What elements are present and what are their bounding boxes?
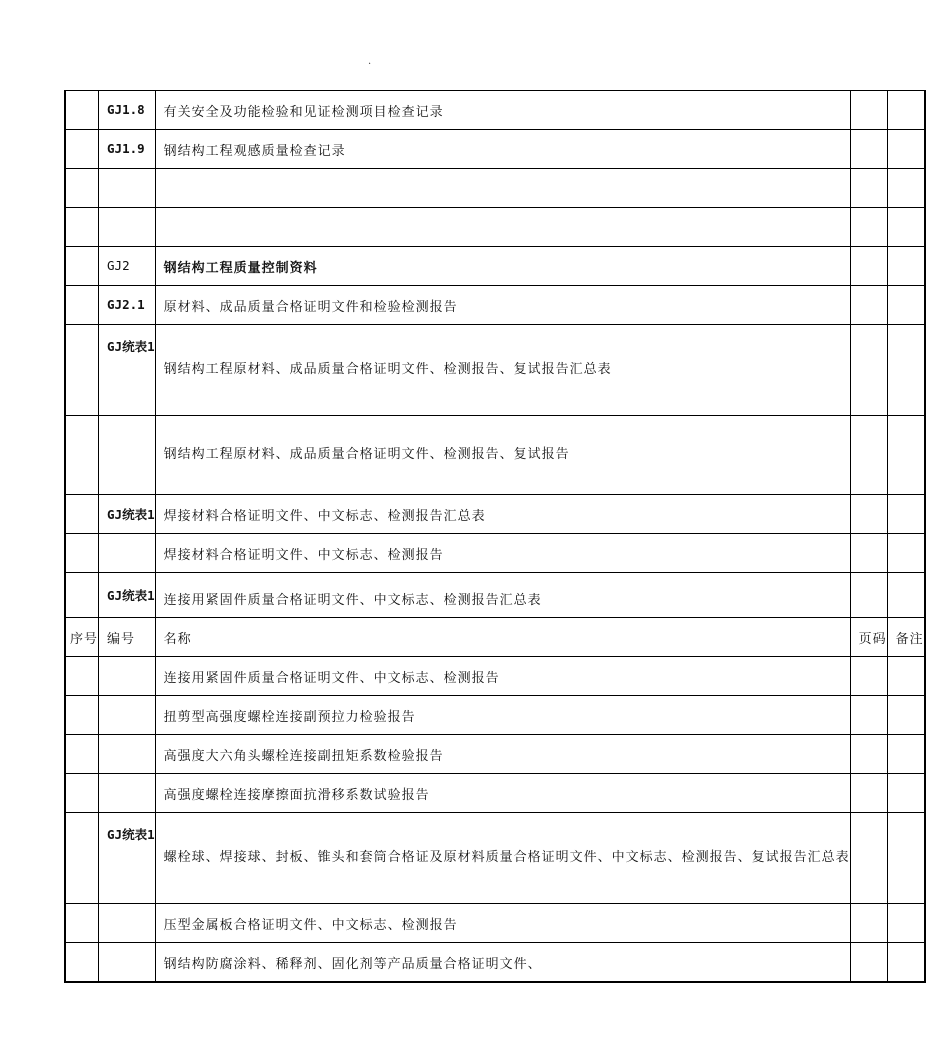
row-number-cell [65, 943, 99, 983]
name-cell: 连接用紧固件质量合格证明文件、中文标志、检测报告汇总表 [155, 573, 850, 618]
note-cell [887, 130, 925, 169]
name-cell: 原材料、成品质量合格证明文件和检验检测报告 [155, 286, 850, 325]
page-cell [850, 534, 887, 573]
document-index-table [64, 90, 926, 983]
table-row [65, 813, 925, 904]
page-cell [850, 286, 887, 325]
name-cell: 钢结构工程原材料、成品质量合格证明文件、检测报告、复试报告 [155, 416, 850, 495]
row-number-cell [65, 325, 99, 416]
row-number-cell [65, 169, 99, 208]
note-cell [887, 534, 925, 573]
note-cell [887, 325, 925, 416]
note-cell [887, 91, 925, 130]
header-page: 页码 [850, 618, 887, 657]
code-cell [99, 735, 156, 774]
note-cell [887, 416, 925, 495]
page-cell [850, 735, 887, 774]
note-cell [887, 247, 925, 286]
code-cell [99, 208, 156, 247]
name-cell: 扭剪型高强度螺栓连接副预拉力检验报告 [155, 696, 850, 735]
name-cell: 钢结构工程原材料、成品质量合格证明文件、检测报告、复试报告汇总表 [155, 325, 850, 416]
note-cell [887, 696, 925, 735]
name-cell [155, 208, 850, 247]
note-cell [887, 573, 925, 618]
note-cell [887, 495, 925, 534]
code-cell [99, 169, 156, 208]
page-cell [850, 904, 887, 943]
page-cell [850, 943, 887, 983]
code-cell [99, 657, 156, 696]
name-cell: 钢结构工程观感质量检查记录 [155, 130, 850, 169]
page-marker: . [368, 56, 372, 67]
page-cell [850, 657, 887, 696]
row-number-cell [65, 813, 99, 904]
note-cell [887, 169, 925, 208]
table-row [65, 534, 925, 573]
row-number-cell [65, 657, 99, 696]
row-number-cell [65, 416, 99, 495]
table-row [65, 735, 925, 774]
name-cell: 焊接材料合格证明文件、中文标志、检测报告 [155, 534, 850, 573]
table-row [65, 169, 925, 208]
page-cell [850, 495, 887, 534]
row-number-cell [65, 573, 99, 618]
note-cell [887, 813, 925, 904]
code-cell [99, 774, 156, 813]
table-row [65, 696, 925, 735]
header-row [65, 618, 925, 657]
code-cell: GJ2 [99, 247, 156, 286]
header-no: 序号 [65, 618, 99, 657]
page-cell [850, 130, 887, 169]
name-cell: 连接用紧固件质量合格证明文件、中文标志、检测报告 [155, 657, 850, 696]
code-cell: GJ统表1 [99, 325, 156, 416]
code-cell: GJ统表1 [99, 495, 156, 534]
name-cell: 有关安全及功能检验和见证检测项目检查记录 [155, 91, 850, 130]
table-row [65, 573, 925, 618]
row-number-cell [65, 774, 99, 813]
page-cell [850, 91, 887, 130]
page-cell [850, 208, 887, 247]
page-cell [850, 325, 887, 416]
note-cell [887, 774, 925, 813]
note-cell [887, 657, 925, 696]
table-row [65, 657, 925, 696]
code-cell [99, 904, 156, 943]
name-cell: 钢结构防腐涂料、稀释剂、固化剂等产品质量合格证明文件、 [155, 943, 850, 983]
row-number-cell [65, 696, 99, 735]
row-number-cell [65, 534, 99, 573]
page-cell [850, 169, 887, 208]
page-cell [850, 247, 887, 286]
table-row [65, 495, 925, 534]
code-cell [99, 696, 156, 735]
row-number-cell [65, 130, 99, 169]
header-note: 备注 [887, 618, 925, 657]
table-row [65, 325, 925, 416]
table-row [65, 774, 925, 813]
row-number-cell [65, 247, 99, 286]
name-cell: 螺栓球、焊接球、封板、锥头和套筒合格证及原材料质量合格证明文件、中文标志、检测报告、复试报告汇总表 [155, 813, 850, 904]
header-code: 编号 [99, 618, 156, 657]
table-row [65, 943, 925, 983]
row-number-cell [65, 735, 99, 774]
table-row [65, 91, 925, 130]
code-cell: GJ1.8 [99, 91, 156, 130]
table-row [65, 130, 925, 169]
code-cell: GJ2.1 [99, 286, 156, 325]
code-cell: GJ统表1 [99, 813, 156, 904]
page-cell [850, 813, 887, 904]
note-cell [887, 943, 925, 983]
row-number-cell [65, 904, 99, 943]
code-cell: GJ1.9 [99, 130, 156, 169]
code-cell: GJ统表1 [99, 573, 156, 618]
name-cell: 高强度螺栓连接摩擦面抗滑移系数试验报告 [155, 774, 850, 813]
note-cell [887, 208, 925, 247]
section-title-cell: 钢结构工程质量控制资料 [155, 247, 850, 286]
table-row [65, 208, 925, 247]
table-row [65, 904, 925, 943]
code-cell [99, 943, 156, 983]
note-cell [887, 286, 925, 325]
page-cell [850, 573, 887, 618]
note-cell [887, 904, 925, 943]
row-number-cell [65, 495, 99, 534]
table-row [65, 247, 925, 286]
page-cell [850, 774, 887, 813]
table-row [65, 286, 925, 325]
code-cell [99, 534, 156, 573]
table-row [65, 416, 925, 495]
name-cell: 高强度大六角头螺栓连接副扭矩系数检验报告 [155, 735, 850, 774]
name-cell [155, 169, 850, 208]
page-cell [850, 696, 887, 735]
page-cell [850, 416, 887, 495]
name-cell: 焊接材料合格证明文件、中文标志、检测报告汇总表 [155, 495, 850, 534]
code-cell [99, 416, 156, 495]
name-cell: 压型金属板合格证明文件、中文标志、检测报告 [155, 904, 850, 943]
row-number-cell [65, 208, 99, 247]
note-cell [887, 735, 925, 774]
header-name: 名称 [155, 618, 850, 657]
row-number-cell [65, 286, 99, 325]
row-number-cell [65, 91, 99, 130]
